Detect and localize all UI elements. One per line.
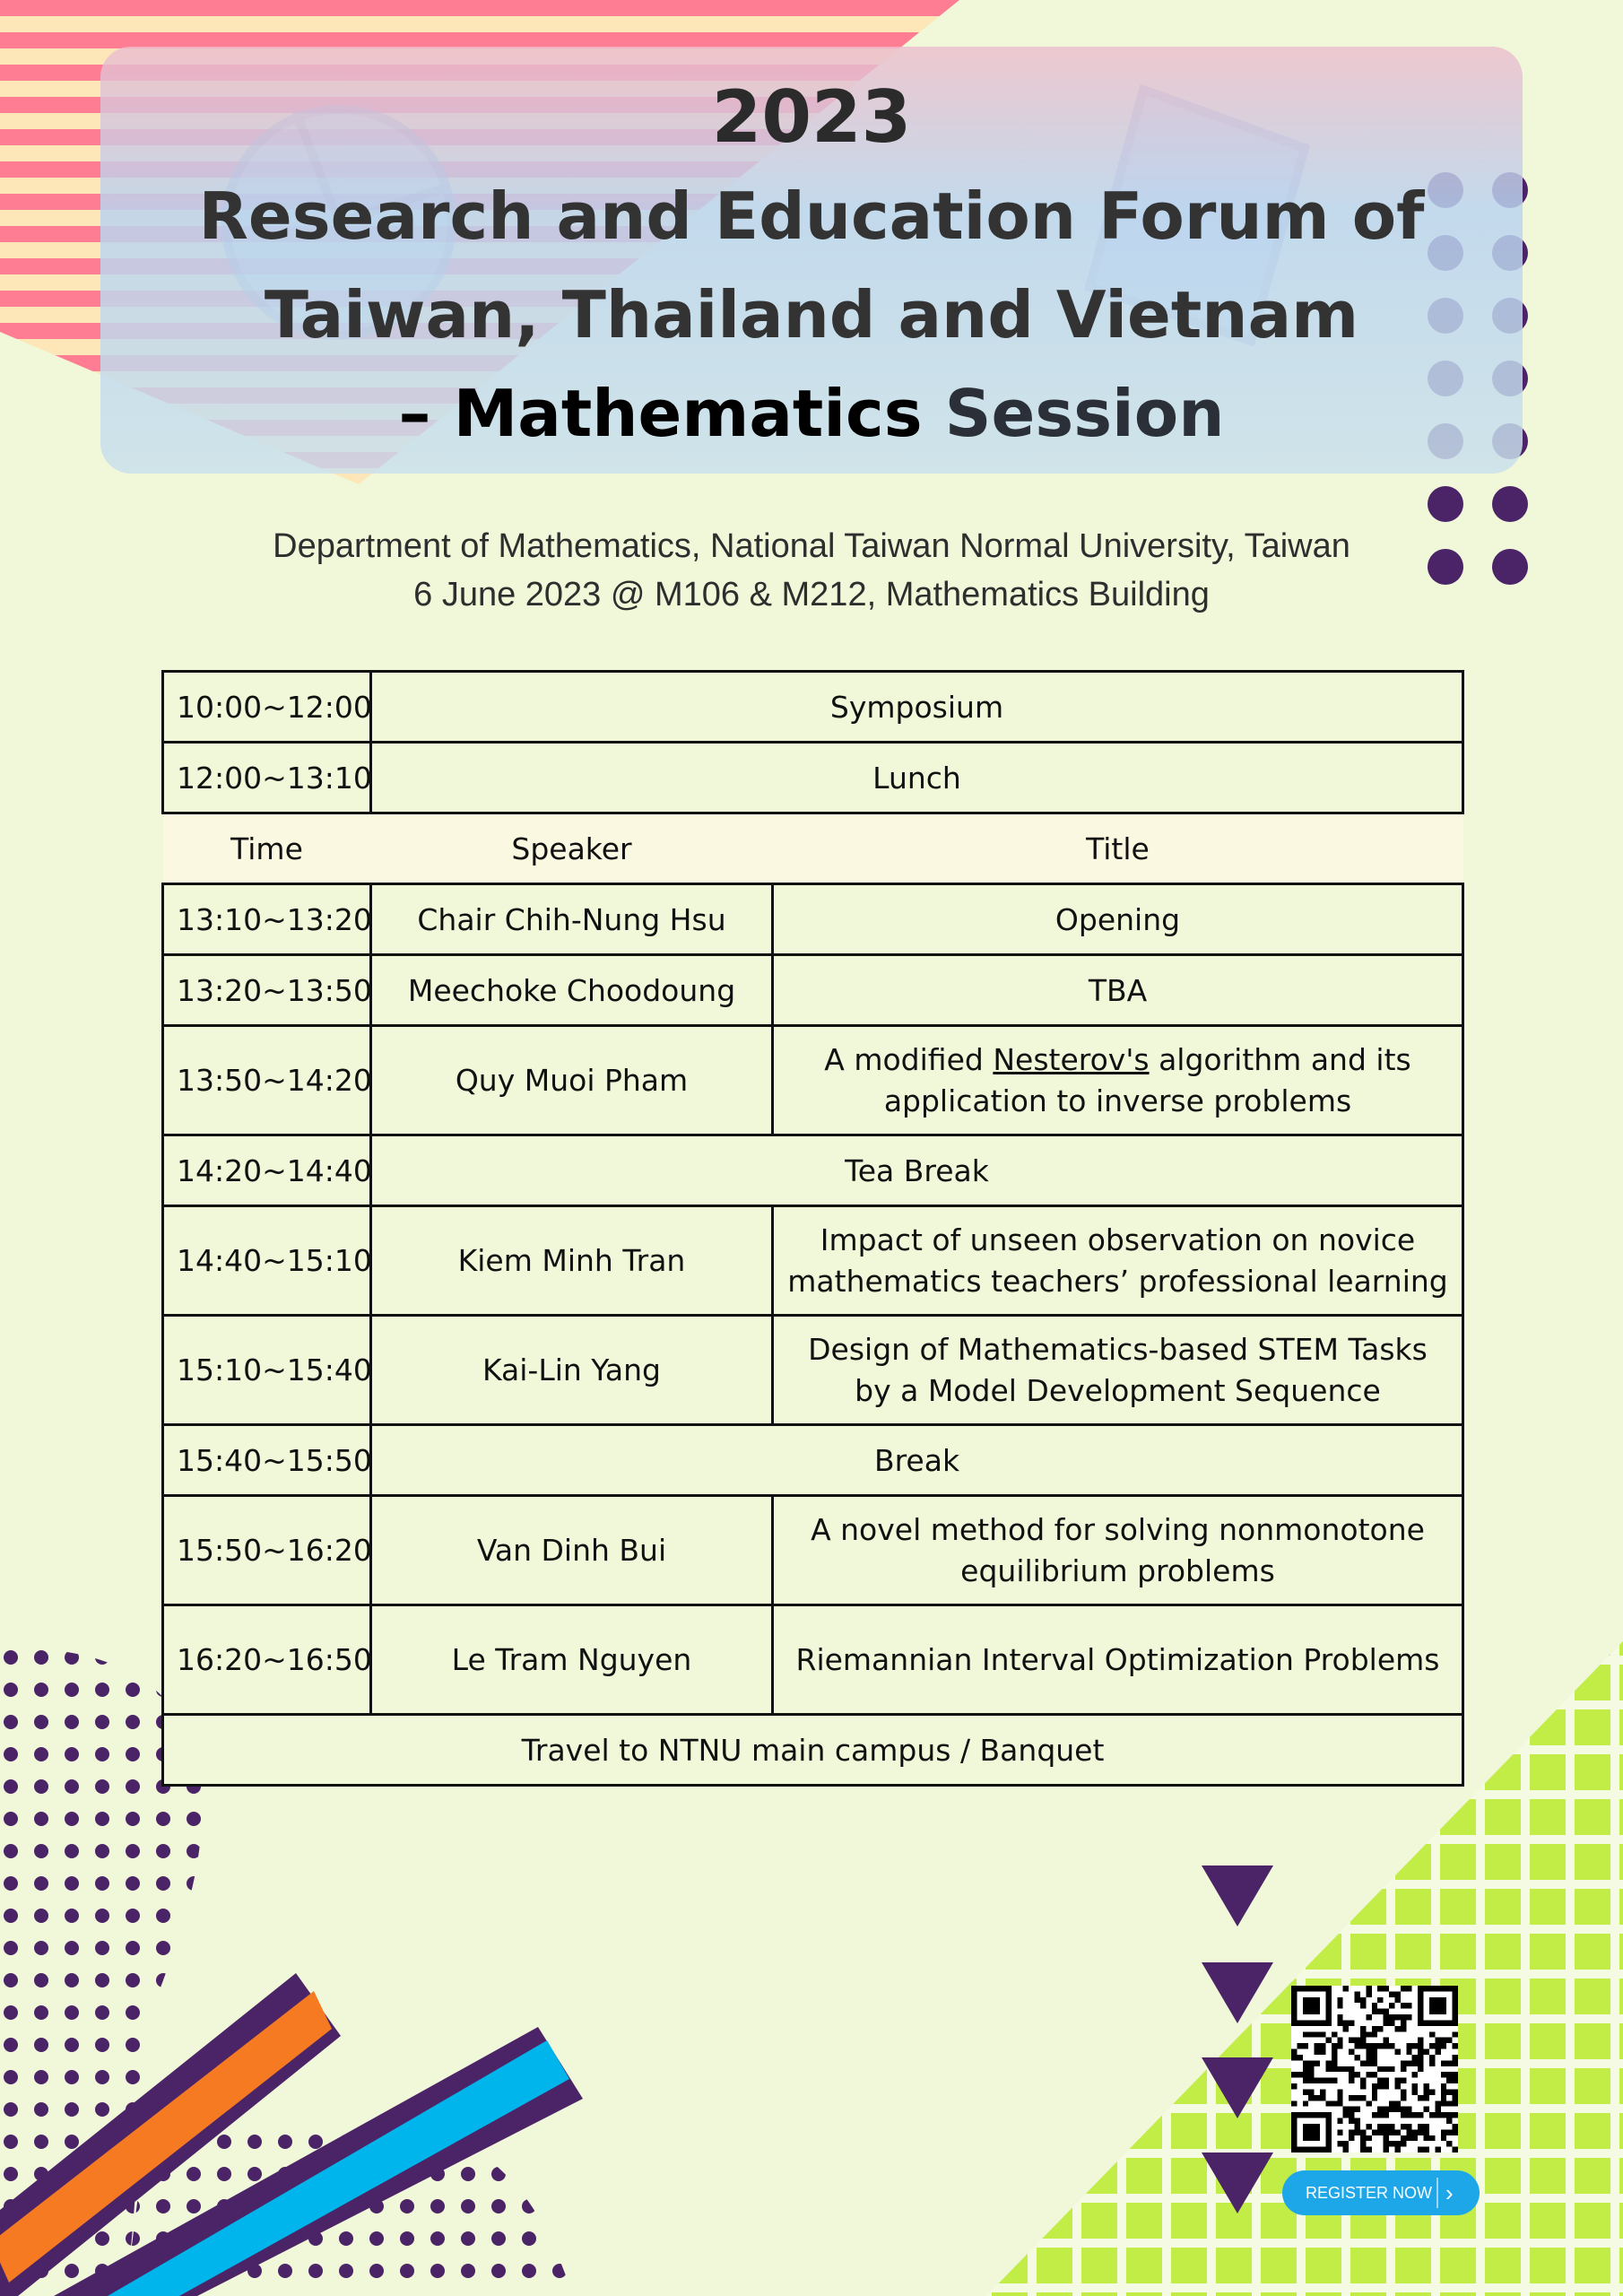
page-title (100, 68, 1523, 463)
title-text: equilibrium problems (960, 1552, 1275, 1588)
chevron-right-icon: › (1445, 2179, 1454, 2206)
title-cell (773, 1026, 1463, 1135)
speaker-cell: Chair Chih-Nung Hsu (371, 884, 773, 955)
event-cell: Tea Break (371, 1135, 1463, 1206)
table-row (163, 1425, 1463, 1496)
time-cell: 14:20~14:40 (163, 1135, 371, 1206)
time-cell: 14:40~15:10 (163, 1206, 371, 1316)
title-cell (773, 1316, 1463, 1425)
title-text: A modified (824, 1041, 994, 1077)
table-row (163, 1496, 1463, 1605)
time-cell: 10:00~12:00 (163, 672, 371, 743)
time-cell: 16:20~16:50 (163, 1605, 371, 1715)
title-cell (773, 1496, 1463, 1605)
speaker-cell: Kiem Minh Tran (371, 1206, 773, 1316)
speaker-cell: Quy Muoi Pham (371, 1026, 773, 1135)
speaker-cell: Van Dinh Bui (371, 1496, 773, 1605)
table-row (163, 884, 1463, 955)
event-subtitle (100, 522, 1523, 619)
nesterov-link[interactable]: Nesterov's (993, 1041, 1150, 1077)
table-row (163, 1206, 1463, 1316)
title-text: application to inverse problems (883, 1083, 1352, 1118)
title-text: Design of Mathematics-based STEM Tasks (808, 1331, 1428, 1367)
column-header-time: Time (163, 813, 371, 884)
title-line-3 (100, 364, 1523, 463)
table-row (163, 672, 1463, 743)
time-cell: 15:10~15:40 (163, 1316, 371, 1425)
speaker-cell: Le Tram Nguyen (371, 1605, 773, 1715)
register-divider (1436, 2178, 1438, 2208)
time-cell: 13:10~13:20 (163, 884, 371, 955)
register-label: REGISTER NOW (1306, 2184, 1433, 2202)
table-row (163, 1605, 1463, 1715)
footer-cell: Travel to NTNU main campus / Banquet (163, 1715, 1463, 1786)
table-footer-row (163, 1715, 1463, 1786)
title-text: Impact of unseen observation on novice (820, 1222, 1416, 1257)
table-row (163, 1135, 1463, 1206)
title-cell: Riemannian Interval Optimization Problems (773, 1605, 1463, 1715)
time-cell: 12:00~13:10 (163, 743, 371, 813)
title-text: algorithm and its (1149, 1041, 1411, 1077)
date-line: 6 June 2023 @ M106 & M212, Mathematics Building (413, 576, 1210, 613)
event-cell: Break (371, 1425, 1463, 1496)
speaker-cell: Meechoke Choodoung (371, 955, 773, 1026)
title-line-1: Research and Education Forum of (198, 178, 1425, 254)
table-header-row (163, 813, 1463, 884)
event-cell: Lunch (371, 743, 1463, 813)
title-year: 2023 (711, 75, 912, 159)
title-text: mathematics teachers’ professional learning (787, 1263, 1448, 1299)
title-line-3-main: – Mathematics (398, 376, 923, 451)
title-text: A novel method for solving nonmonotone (811, 1511, 1425, 1547)
speaker-cell: Kai-Lin Yang (371, 1316, 773, 1425)
schedule-table (161, 670, 1464, 1787)
title-cell (773, 1206, 1463, 1316)
time-cell: 13:50~14:20 (163, 1026, 371, 1135)
time-cell: 15:40~15:50 (163, 1425, 371, 1496)
qr-code-icon[interactable] (1291, 1986, 1458, 2152)
event-cell: Symposium (371, 672, 1463, 743)
time-cell: 15:50~16:20 (163, 1496, 371, 1605)
title-cell: TBA (773, 955, 1463, 1026)
title-cell: Opening (773, 884, 1463, 955)
venue-line: Department of Mathematics, National Taiwan Normal University, Taiwan (273, 527, 1350, 565)
table-row (163, 743, 1463, 813)
title-text: by a Model Development Sequence (855, 1372, 1381, 1408)
time-cell: 13:20~13:50 (163, 955, 371, 1026)
title-line-3-session: Session (944, 376, 1225, 451)
table-row (163, 1026, 1463, 1135)
title-line-2: Taiwan, Thailand and Vietnam (264, 277, 1359, 352)
table-row (163, 1316, 1463, 1425)
table-row (163, 955, 1463, 1026)
register-now-button[interactable] (1282, 2170, 1480, 2215)
column-header-title: Title (773, 813, 1463, 884)
column-header-speaker: Speaker (371, 813, 773, 884)
